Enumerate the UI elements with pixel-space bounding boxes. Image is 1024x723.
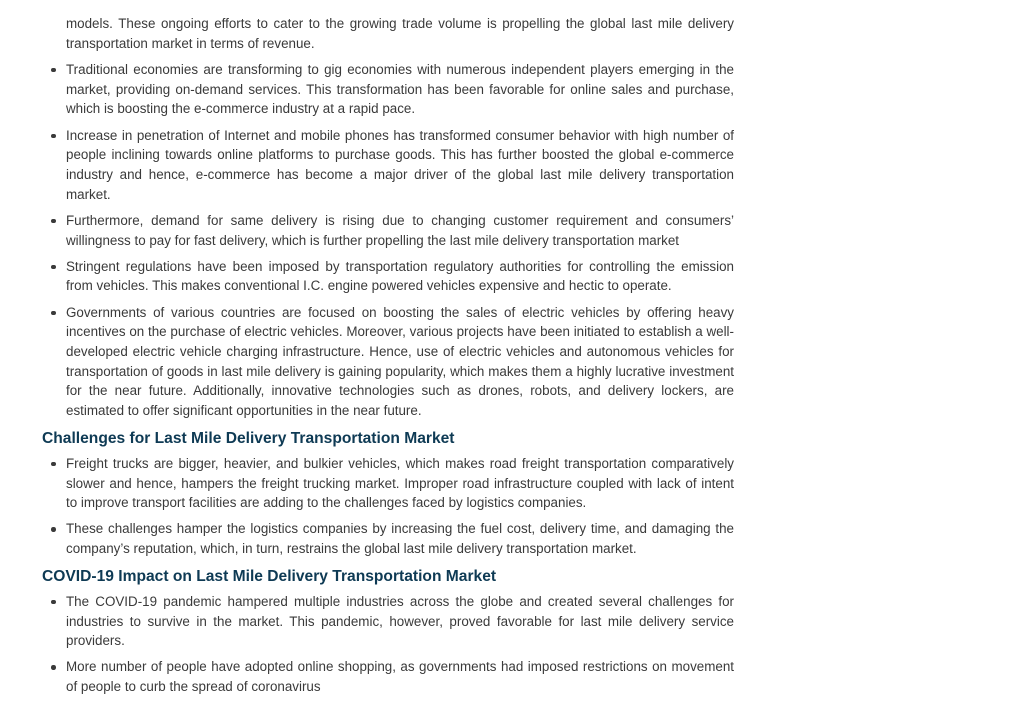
list-item bbox=[42, 126, 734, 205]
bullet-icon bbox=[51, 600, 56, 605]
bullet-icon bbox=[51, 462, 56, 467]
list-item-text: Increase in penetration of Internet and mobile phones has transformed consumer behavior with high number of people inclining towards online platforms to purchase goods. This has further boosted the global e-commerce industry and hence, e-commerce has become a major driver of the global last mile delivery transportation market. bbox=[66, 127, 734, 202]
list-item-text: The COVID-19 pandemic hampered multiple industries across the globe and created several challenges for industries to survive in the market. This pandemic, however, proved favorable for last mile delivery service providers. bbox=[66, 593, 734, 649]
bullet-icon bbox=[51, 134, 56, 139]
list-item bbox=[42, 211, 734, 250]
bullet-icon bbox=[51, 219, 56, 224]
list-item-text: Stringent regulations have been imposed by transportation regulatory authorities for controlling the emission from vehicles. This makes conventional I.C. engine powered vehicles expensive and hectic to operate. bbox=[66, 258, 734, 294]
list-item bbox=[42, 592, 734, 651]
covid-list bbox=[42, 592, 734, 697]
list-item-text: Freight trucks are bigger, heavier, and bulkier vehicles, which makes road freight transportation comparatively slower and hence, hampers the freight trucking market. Improper road infrastructure coupled with lack of intent to improve transport facilities are adding to the challenges faced by logistics companies. bbox=[66, 455, 734, 511]
drivers-list bbox=[42, 60, 734, 421]
challenges-list bbox=[42, 454, 734, 559]
bullet-icon bbox=[51, 311, 56, 316]
bullet-icon bbox=[51, 265, 56, 270]
list-item bbox=[42, 60, 734, 119]
list-item-text: These challenges hamper the logistics companies by increasing the fuel cost, delivery time, and damaging the company’s reputation, which, in turn, restrains the global last mile delivery transportation market. bbox=[66, 521, 734, 557]
list-item bbox=[42, 257, 734, 296]
covid-heading: COVID-19 Impact on Last Mile Delivery Transportation Market bbox=[42, 567, 497, 585]
article-body bbox=[42, 14, 734, 703]
list-item-text: Traditional economies are transforming to gig economies with numerous independent players emerging in the market, providing on-demand services. This transformation has been favorable for online sales and purchase, which is boosting the e-commerce industry at a rapid pace. bbox=[66, 61, 734, 117]
list-item-text: More number of people have adopted online shopping, as governments had imposed restrictions on movement of people to curb the spread of coronavirus bbox=[66, 659, 734, 695]
intro-continuation-paragraph: models. These ongoing efforts to cater to the growing trade volume is propelling the global last mile delivery transportation market in terms of revenue. bbox=[66, 16, 734, 51]
bullet-icon bbox=[51, 68, 56, 73]
challenges-heading: Challenges for Last Mile Delivery Transportation Market bbox=[42, 429, 455, 447]
bullet-icon bbox=[51, 527, 56, 532]
list-item-text: Furthermore, demand for same delivery is rising due to changing customer requirement and consumers’ willingness to pay for fast delivery, which is further propelling the last mile delivery transportation market bbox=[66, 212, 734, 248]
bullet-icon bbox=[51, 665, 56, 670]
list-item bbox=[42, 519, 734, 558]
list-item bbox=[42, 454, 734, 513]
list-item bbox=[42, 303, 734, 421]
list-item bbox=[42, 657, 734, 696]
list-item-text: Governments of various countries are focused on boosting the sales of electric vehicles by offering heavy incentives on the purchase of electric vehicles. Moreover, various projects have been initiated to establish a well-developed electric vehicle charging infrastructure. Hence, use of electric vehicles and autonomous vehicles for transportation of goods in last mile delivery is gaining popularity, which makes them a highly lucrative investment for the near future. Additionally, innovative technologies such as drones, robots, and delivery lockers, are estimated to offer significant opportunities in the near future. bbox=[66, 304, 734, 419]
